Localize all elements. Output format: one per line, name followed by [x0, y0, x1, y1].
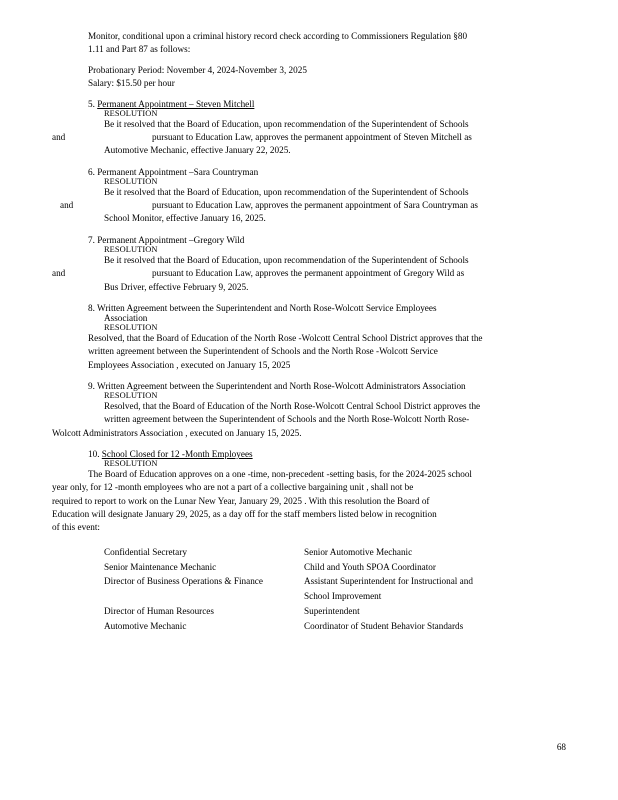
item-8-body-line2: written agreement between the Superintendent of Schools and the North Rose -Wolcott Service [88, 346, 438, 357]
item-10-body-line3: required to report to work on the Lunar New Year, January 29, 2025 . With this resolution the Board of [52, 495, 430, 506]
position-right: Superintendent [304, 606, 360, 617]
position-left [104, 589, 304, 604]
item-5-and: and [52, 132, 66, 143]
position-right: Assistant Superintendent for Instructional and [304, 576, 473, 587]
item-10-body-line4: Education will designate January 29, 2025, as a day off for the staff members listed below in recognition [52, 508, 437, 519]
table-row [104, 560, 566, 575]
salary: Salary: $15.50 per hour [88, 78, 175, 89]
item-5-body-line2: pursuant to Education Law, approves the permanent appointment of Steven Mitchell as [152, 132, 472, 143]
item-8-body [88, 332, 566, 372]
item-10-body-line2: year only, for 12 -month employees who are not a part of a collective bargaining unit , shall not be [52, 482, 414, 493]
position-left: Director of Human Resources [104, 606, 214, 617]
top-paragraph [88, 30, 566, 55]
item-6-title: Permanent Appointment –Sara Countryman [97, 166, 259, 177]
item-10-resolution-label: RESOLUTION [104, 458, 158, 468]
position-left: Automotive Mechanic [104, 621, 187, 632]
item-8-body-line3: Employees Association , executed on January 15, 2025 [88, 359, 291, 370]
table-row [104, 589, 566, 604]
item-9-body-line2: written agreement between the Superintendent of Schools and the North Rose-Wolcott North Rose- [104, 414, 470, 425]
item-7-number: 7. [88, 234, 95, 245]
positions-table [104, 545, 566, 634]
item-6-and: and [60, 200, 74, 211]
item-7-and: and [52, 268, 66, 279]
item-6-resolution-label: RESOLUTION [104, 176, 158, 186]
top-paragraph-line2: 1.11 and Part 87 as follows: [88, 43, 191, 54]
item-7-resolution-label: RESOLUTION [104, 244, 158, 254]
item-7-heading [88, 235, 566, 245]
item-9-title: Written Agreement between the Superintendent and North Rose-Wolcott Administrators Association [97, 380, 466, 391]
probationary-period: Probationary Period: November 4, 2024-November 3, 2025 [88, 65, 307, 76]
item-8-number: 8. [88, 302, 95, 313]
page-number: 68 [556, 742, 566, 752]
item-10-body-rest [52, 481, 566, 534]
position-right: Coordinator of Student Behavior Standards [304, 621, 464, 632]
item-5-body-line1: Be it resolved that the Board of Education, upon recommendation of the Superintendent of Schools [104, 118, 469, 129]
position-left: Confidential Secretary [104, 546, 187, 557]
item-5-number: 5. [88, 98, 95, 109]
item-9-number: 9. [88, 380, 95, 391]
item-10-title: School Closed for 12 -Month Employees [101, 448, 253, 459]
item-7-body-line3: Bus Driver, effective February 9, 2025. [104, 281, 249, 292]
item-8-resolution-label: RESOLUTION [104, 322, 158, 332]
item-5-resolution-label: RESOLUTION [104, 108, 158, 118]
item-9-body-line3: Wolcott Administrators Association , executed on January 15, 2025. [52, 427, 302, 438]
item-5-title: Permanent Appointment – Steven Mitchell [97, 98, 255, 109]
item-9-body-line1: Resolved, that the Board of Education of the North Rose-Wolcott Central School District approves the [104, 400, 481, 411]
item-5-body-line3: Automotive Mechanic, effective January 22, 2025. [104, 145, 291, 156]
item-6-number: 6. [88, 166, 95, 177]
table-row [104, 619, 566, 634]
item-5-body [52, 118, 566, 158]
item-7-title: Permanent Appointment –Gregory Wild [97, 234, 245, 245]
position-left: Senior Maintenance Mechanic [104, 561, 217, 572]
item-8-title-line2: Association [104, 312, 148, 323]
item-6-heading [88, 167, 566, 177]
item-9-resolution-label: RESOLUTION [104, 390, 158, 400]
table-row [104, 574, 566, 589]
item-10-number: 10. [88, 448, 100, 459]
item-6-body-line3: School Monitor, effective January 16, 2025. [104, 213, 266, 224]
item-6-body-line1: Be it resolved that the Board of Education, upon recommendation of the Superintendent of Schools [104, 186, 469, 197]
item-10-heading [88, 449, 566, 459]
item-6-body [60, 186, 566, 226]
position-right: Senior Automotive Mechanic [304, 546, 413, 557]
item-7-body-line2: pursuant to Education Law, approves the permanent appointment of Gregory Wild as [152, 268, 465, 279]
item-10-body-line5: of this event: [52, 522, 100, 533]
position-right: Child and Youth SPOA Coordinator [304, 561, 436, 572]
item-7-body [52, 254, 566, 294]
table-row [104, 545, 566, 560]
item-9-body-part2 [52, 427, 566, 440]
item-7-body-line1: Be it resolved that the Board of Education, upon recommendation of the Superintendent of Schools [104, 254, 469, 265]
position-right: School Improvement [304, 591, 382, 602]
table-row [104, 604, 566, 619]
item-9-heading [88, 381, 566, 391]
position-left: Director of Business Operations & Finance [104, 576, 263, 587]
item-5-heading [88, 99, 566, 109]
item-8-heading [88, 303, 566, 313]
item-8-body-line1: Resolved, that the Board of Education of the North Rose -Wolcott Central School District approves that the [88, 332, 483, 343]
top-paragraph-line1: Monitor, conditional upon a criminal history record check according to Commissioners Regulation §80 [88, 31, 468, 41]
item-10-body-line1: The Board of Education approves on a one -time, non-precedent -setting basis, for the 2024-2025 school [88, 468, 472, 479]
item-9-body-part1 [88, 400, 566, 427]
item-8-title: Written Agreement between the Superintendent and North Rose-Wolcott Service Employees [97, 302, 437, 313]
item-6-body-line2: pursuant to Education Law, approves the permanent appointment of Sara Countryman as [152, 200, 478, 211]
